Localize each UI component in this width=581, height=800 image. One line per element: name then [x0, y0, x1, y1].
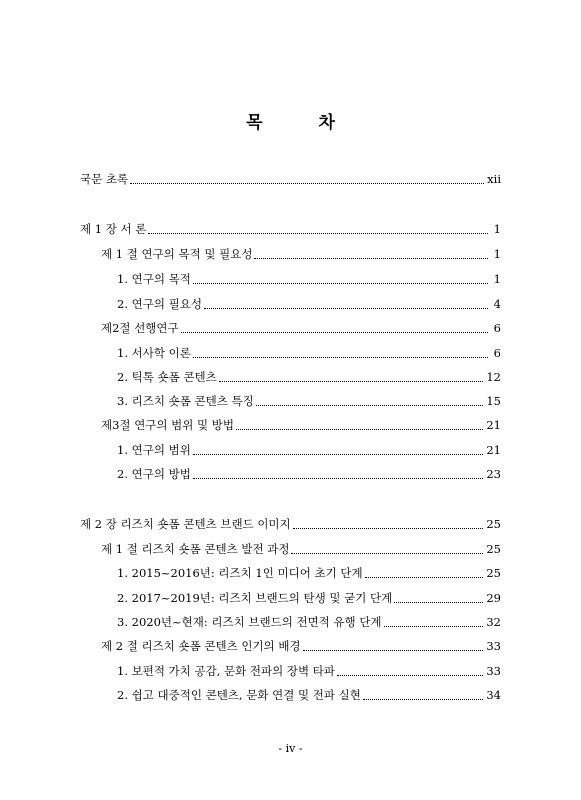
toc-leader	[303, 643, 484, 653]
toc-leader	[384, 619, 484, 629]
toc-entry-page: 1	[493, 222, 501, 236]
toc-leader	[363, 692, 484, 702]
toc-leader	[193, 350, 488, 360]
toc-entry-subsection[interactable]	[117, 297, 501, 311]
toc-leader	[254, 251, 488, 261]
toc-entry-section[interactable]	[101, 639, 501, 653]
toc-entry-section[interactable]	[101, 418, 501, 432]
toc-entry-subsection[interactable]	[117, 615, 501, 629]
toc-entry-subsection[interactable]	[117, 688, 501, 702]
toc-entry-label: 2. 2017~2019년: 리즈치 브랜드의 탄생 및 굳기 단계	[117, 591, 393, 605]
toc-entry-section[interactable]	[101, 542, 501, 556]
page-number-footer: - iv -	[278, 742, 303, 755]
toc-entry-chapter-2[interactable]	[80, 517, 501, 531]
toc-entry-label: 2. 연구의 필요성	[117, 297, 202, 311]
toc-entry-section[interactable]	[101, 321, 501, 335]
toc-leader	[365, 570, 484, 580]
toc-entry-label: 1. 서사학 이론	[117, 346, 191, 360]
toc-leader	[193, 447, 484, 457]
toc-leader	[204, 301, 488, 311]
toc-entry-page: 23	[486, 467, 501, 481]
toc-entry-label: 제 1 절 리즈치 숏폼 콘텐츠 발전 과정	[101, 542, 290, 556]
toc-entry-subsection[interactable]	[117, 467, 501, 481]
toc-entry-label: 제 1 장 서 론	[80, 222, 147, 236]
toc-entry-subsection[interactable]	[117, 664, 501, 678]
toc-entry-label: 1. 2015~2016년: 리즈치 1인 미디어 초기 단계	[117, 566, 363, 580]
toc-entry-subsection[interactable]	[117, 566, 501, 580]
toc-entry-label: 제 2 절 리즈치 숏폼 콘텐츠 인기의 배경	[101, 639, 301, 653]
toc-leader	[219, 374, 484, 384]
toc-entry-label: 국문 초록	[80, 172, 129, 186]
toc-entry-page: 34	[486, 688, 501, 702]
toc-entry-page: 33	[486, 664, 501, 678]
toc-entry-subsection[interactable]	[117, 443, 501, 457]
toc-entry-page: xii	[487, 172, 501, 186]
toc-entry-page: 4	[493, 297, 501, 311]
toc-leader	[193, 276, 488, 286]
toc-entry-page: 21	[486, 418, 501, 432]
toc-entry-page: 33	[486, 639, 501, 653]
toc-entry-label: 제3절 연구의 범위 및 방법	[101, 418, 235, 432]
toc-entry-label: 2. 쉽고 대중적인 콘텐츠, 문화 연결 및 전파 실현	[117, 688, 361, 702]
toc-entry-page: 29	[486, 591, 501, 605]
toc-entry-section[interactable]	[101, 247, 501, 261]
toc-entry-page: 1	[493, 272, 501, 286]
toc-entry-page: 21	[486, 443, 501, 457]
toc-title-char-1: 목	[246, 113, 263, 133]
toc-entry-page: 15	[486, 394, 501, 408]
toc-leader	[293, 521, 484, 531]
toc-entry-label: 제 2 장 리즈치 숏폼 콘텐츠 브랜드 이미지	[80, 517, 291, 531]
toc-entry-page: 12	[486, 370, 501, 384]
toc-entry-label: 제 1 절 연구의 목적 및 필요성	[101, 247, 253, 261]
toc-entry-abstract[interactable]	[80, 172, 501, 186]
toc-leader	[291, 546, 483, 556]
toc-entry-page: 25	[486, 566, 501, 580]
toc-leader	[193, 471, 484, 481]
toc-leader	[394, 595, 483, 605]
toc-leader	[181, 325, 488, 335]
toc-entry-label: 1. 연구의 범위	[117, 443, 191, 457]
toc-entry-label: 2. 연구의 방법	[117, 467, 191, 481]
toc-entry-subsection[interactable]	[117, 272, 501, 286]
toc-leader	[130, 176, 484, 186]
toc-title-char-2: 차	[318, 113, 335, 133]
toc-entry-page: 6	[493, 346, 501, 360]
toc-entry-page: 6	[493, 321, 501, 335]
toc-entry-subsection[interactable]	[117, 370, 501, 384]
toc-entry-label: 1. 보편적 가치 공감, 문화 전파의 장벽 타파	[117, 664, 335, 678]
toc-entry-subsection[interactable]	[117, 346, 501, 360]
toc-entry-label: 제2절 선행연구	[101, 321, 179, 335]
toc-entry-chapter-1[interactable]	[80, 222, 501, 236]
toc-entry-page: 25	[486, 542, 501, 556]
toc-entry-subsection[interactable]	[117, 591, 501, 605]
toc-entry-label: 1. 연구의 목적	[117, 272, 191, 286]
toc-entry-label: 2. 틱톡 숏폼 콘텐츠	[117, 370, 217, 384]
toc-entry-label: 3. 2020년~현재: 리즈치 브랜드의 전면적 유행 단계	[117, 615, 382, 629]
toc-leader	[337, 668, 483, 678]
toc-entry-subsection[interactable]	[117, 394, 501, 408]
toc-entry-page: 1	[493, 247, 501, 261]
toc-leader	[148, 226, 488, 236]
toc-entry-label: 3. 리즈치 숏폼 콘텐츠 특징	[117, 394, 254, 408]
toc-entry-page: 25	[486, 517, 501, 531]
toc-entry-page: 32	[486, 615, 501, 629]
toc-leader	[236, 422, 483, 432]
toc-leader	[256, 398, 484, 408]
